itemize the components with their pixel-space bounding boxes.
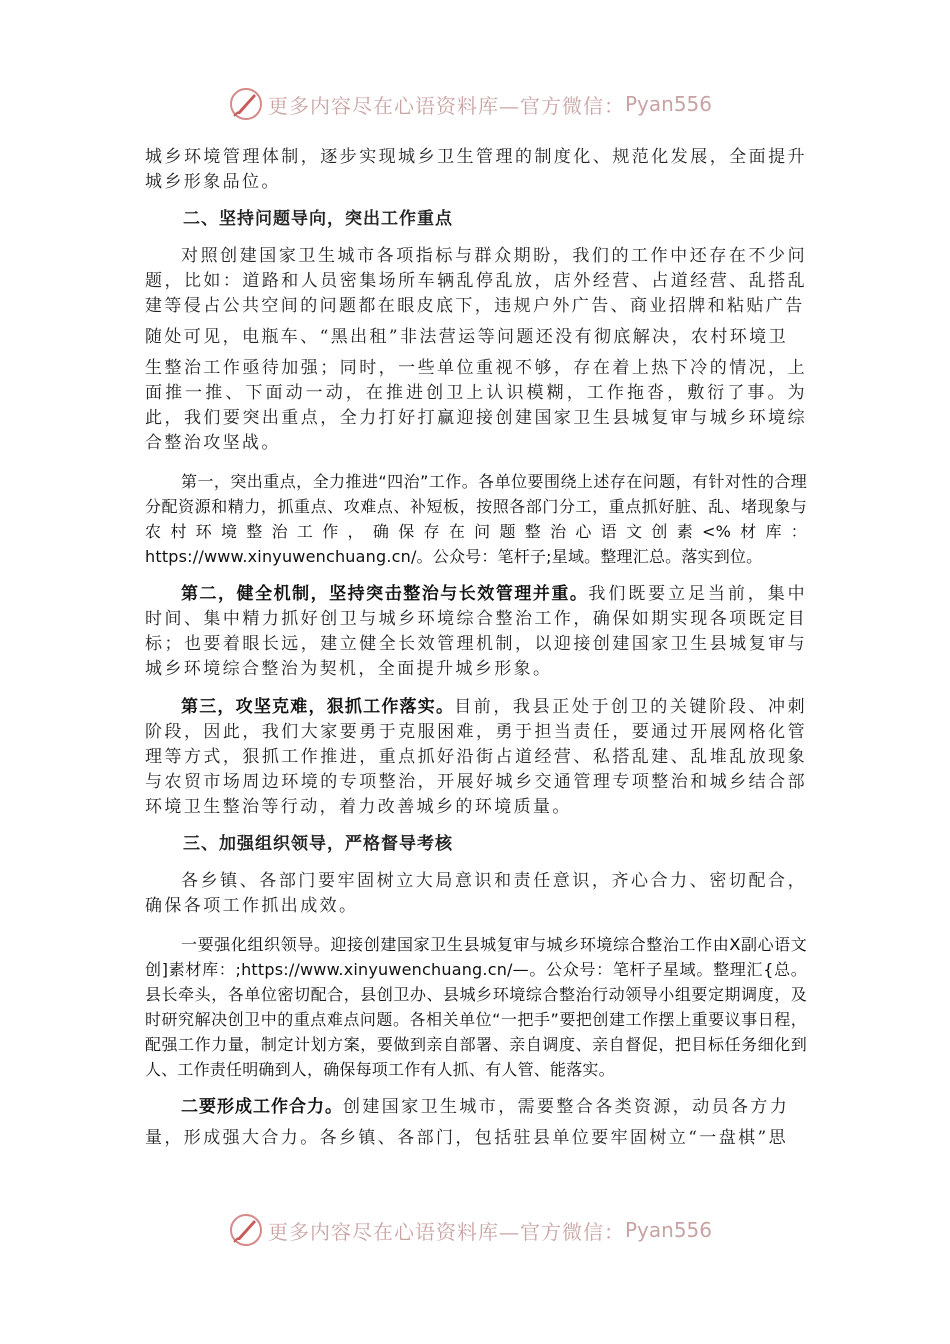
- paragraph-1: 城乡环境管理体制，逐步实现城乡卫生管理的制度化、规范化发展，全面提升城乡形象品位。: [145, 147, 807, 192]
- paragraph-2b: 随处可见，电瓶车、“黑出租”非法营运等问题还没有彻底解决，农村环境卫: [145, 327, 788, 347]
- paragraph-6: 各乡镇、各部门要牢固树立大局意识和责任意识，齐心合力、密切配合，确保各项工作抓出成效。: [145, 871, 807, 916]
- watermark-wechat-id: Pyan556: [625, 1218, 713, 1242]
- paragraph-2a: 对照创建国家卫生城市各项指标与群众期盼，我们的工作中还存在不少问题，比如：道路和人员密集场所车辆乱停乱放，店外经营、占道经营、乱搭乱建等侵占公共空间的问题都在眼皮底下，违规户外广告、商业招牌和粘贴广告: [145, 246, 807, 316]
- quill-logo-icon: [228, 1212, 264, 1248]
- paragraph-8b: 量，形成强大合力。各乡镇、各部门，包括驻县单位要牢固树立“一盘棋”思: [145, 1128, 788, 1148]
- document-body: [145, 145, 807, 1157]
- paragraph-3: 第一，突出重点，全力推进“四治”工作。各单位要围绕上述存在问题，有针对性的合理分配资源和精力，抓重点、攻难点、补短板，按照各部门分工，重点抓好脏、乱、堵现象与农村环境整治工作，确保存在问题整治心语文创素<%材库：https://www.xinyuwenchuang.cn/。公众号：笔杆子;星域。整理汇总。落实到位。: [145, 472, 807, 566]
- paragraph-8-lead: 二要形成工作合力。: [181, 1097, 343, 1117]
- watermark-footer: [228, 1210, 748, 1250]
- quill-logo-icon: [228, 86, 264, 122]
- watermark-text: 更多内容尽在心语资料库—官方微信：: [268, 93, 625, 118]
- paragraph-7: 一要强化组织领导。迎接创建国家卫生县城复审与城乡环境综合整治工作由X副心语文创]素材库：;https://www.xinyuwenchuang.cn/—。公众号：笔杆子星域。整理汇{总。县长牵头，各单位密切配合，县创卫办、县城乡环境综合整治行动领导小组要定期调度，及时研究解决创卫中的重点难点问题。各相关单位“一把手”要把创建工作摆上重要议事日程，配强工作力量，制定计划方案，要做到亲自部署、亲自调度、亲自督促，把目标任务细化到人、工作责任明确到人，确保每项工作有人抓、有人管、能落实。: [145, 935, 807, 1079]
- watermark-text: 更多内容尽在心语资料库—官方微信：: [268, 1219, 625, 1244]
- watermark-wechat-id: Pyan556: [625, 92, 713, 116]
- paragraph-4: [145, 582, 807, 682]
- paragraph-5-body: 目前，我县正处于创卫的关键阶段、冲刺阶段，因此，我们大家要勇于克服困难，勇于担当责任，要通过开展网格化管理等方式，狠抓工作推进，重点抓好沿街占道经营、私搭乱建、乱堆乱放现象与农贸市场周边环境的专项整治，开展好城乡交通管理专项整治和城乡结合部环境卫生整治等行动，着力改善城乡的环境质量。: [145, 697, 807, 817]
- paragraph-4-body: 我们既要立足当前，集中时间、集中精力抓好创卫与城乡环境综合整治工作，确保如期实现各项既定目标；也要着眼长远，建立健全长效管理机制，以迎接创建国家卫生县城复审与城乡环境综合整治为契机，全面提升城乡形象。: [145, 584, 808, 679]
- paragraph-8a: [145, 1095, 807, 1120]
- watermark-header: [228, 84, 748, 124]
- paragraph-5-lead: 第三，攻坚克难，狠抓工作落实。: [181, 697, 455, 717]
- paragraph-4-lead: 第二，健全机制，坚持突击整治与长效管理并重。: [181, 584, 589, 604]
- paragraph-2c: 生整治工作亟待加强；同时，一些单位重视不够，存在着上热下冷的情况，上面推一推、下面动一动，在推进创卫上认识模糊，工作拖沓，敷衍了事。为此，我们要突出重点，全力打好打赢迎接创建国家卫生县城复审与城乡环境综合整治攻坚战。: [145, 358, 807, 453]
- section-heading-2: 二、坚持问题导向，突出工作重点: [183, 209, 453, 229]
- section-heading-3: 三、加强组织领导，严格督导考核: [183, 834, 453, 854]
- paragraph-5: [145, 695, 807, 820]
- paragraph-8-body-a: 创建国家卫生城市，需要整合各类资源，动员各方力: [343, 1097, 790, 1117]
